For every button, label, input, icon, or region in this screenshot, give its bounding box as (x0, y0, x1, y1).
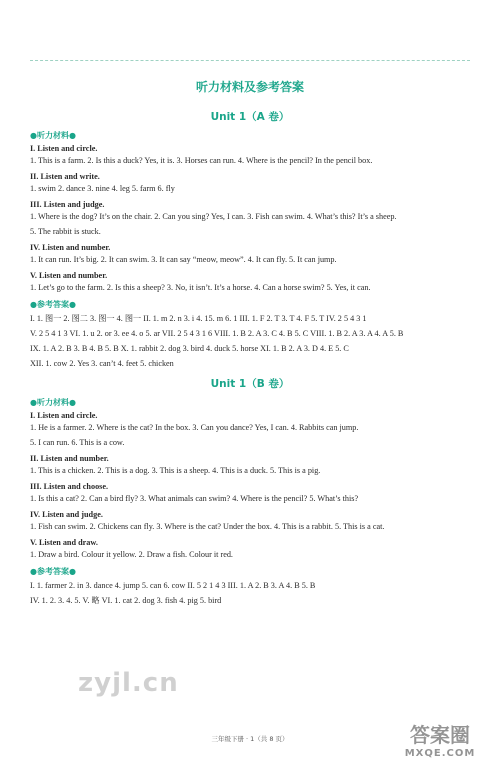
watermark-mxqe: 答案圈 MXQE.COM (404, 723, 476, 759)
page-footer: 三年级下册 · 1（共 8 页） (211, 735, 289, 743)
unit-b-title: Unit 1（B 卷） (210, 378, 290, 390)
unit-b-answers-tag: ●参考答案● (30, 567, 76, 576)
unit-a-section-1-head: I. Listen and circle. (30, 144, 98, 153)
unit-b-section-3-head: III. Listen and choose. (30, 482, 109, 491)
unit-b-listening-tag: ●听力材料● (30, 398, 76, 407)
unit-a-answer-line-4: XII. 1. cow 2. Yes 3. can’t 4. feet 5. chicken (30, 359, 174, 368)
unit-a-section-3-head: III. Listen and judge. (30, 200, 105, 209)
unit-a-title: Unit 1（A 卷） (210, 111, 290, 123)
unit-a-section-4-head: IV. Listen and number. (30, 243, 111, 252)
unit-a-answer-line-2: V. 2 5 4 1 3 VI. 1. u 2. or 3. ee 4. o 5. ar VII. 2 5 4 3 1 6 VIII. 1. B 2. A 3. C 4. B 5. C VIII. 1. B 2. A 3. A 4. A 5. B (30, 329, 404, 338)
unit-a-section-5-line: 1. Let’s go to the farm. 2. Is this a sheep? 3. No, it isn’t. It’s a horse. 4. Can a horse swim? 5. Yes, it can. (30, 283, 371, 292)
unit-a-section-1-line: 1. This is a farm. 2. Is this a duck? Yes, it is. 3. Horses can run. 4. Where is the pencil? In the pencil box. (30, 156, 373, 165)
unit-b-section-2-head: II. Listen and number. (30, 454, 109, 463)
unit-b-answer-line-1: I. 1. farmer 2. in 3. dance 4. jump 5. can 6. cow II. 5 2 1 4 3 III. 1. A 2. B 3. A 4. B 5. B (30, 581, 316, 590)
unit-a-section-3-line-1: 1. Where is the dog? It’s on the chair. 2. Can you sing? Yes, I can. 3. Fish can swim. 4. What’s this? It’s a sheep. (30, 212, 397, 221)
unit-a-section-3-line-2: 5. The rabbit is stuck. (30, 227, 101, 236)
unit-b-section-4-head: IV. Listen and judge. (30, 510, 103, 519)
unit-a-section-4-line: 1. It can run. It’s big. 2. It can swim. 3. It can say “meow, meow”. 4. It can fly. 5. It can jump. (30, 255, 337, 264)
page-title: 听力材料及参考答案 (195, 80, 304, 94)
unit-b-section-4-line: 1. Fish can swim. 2. Chickens can fly. 3. Where is the cat? Under the box. 4. This is a rabbit. 5. This is a cat. (30, 522, 385, 531)
unit-a-listening-tag: ●听力材料● (30, 131, 76, 140)
answer-page (30, 78, 470, 612)
unit-a-answers-tag: ●参考答案● (30, 300, 76, 309)
unit-a-section-2-line: 1. swim 2. dance 3. nine 4. leg 5. farm 6. fly (30, 184, 175, 193)
unit-b-section-5-line: 1. Draw a bird. Colour it yellow. 2. Draw a fish. Colour it red. (30, 550, 233, 559)
unit-b-section-1-line-1: 1. He is a farmer. 2. Where is the cat? In the box. 3. Can you dance? Yes, I can. 4. Rabbits can jump. (30, 423, 359, 432)
unit-b-section-1-line-2: 5. I can run. 6. This is a cow. (30, 438, 125, 447)
unit-a-section-2-head: II. Listen and write. (30, 172, 100, 181)
unit-a-answer-line-3: IX. 1. A 2. B 3. B 4. B 5. B X. 1. rabbit 2. dog 3. bird 4. duck 5. horse XI. 1. B 2. A 3. D 4. E 5. C (30, 344, 349, 353)
top-divider (30, 60, 470, 61)
unit-a-answer-line-1: I. 1. 图一 2. 图二 3. 图一 4. 图一 II. 1. m 2. n 3. i 4. 15. m 6. 1 III. 1. F 2. T 3. T 4. F 5. T IV. 2 5 4 3 1 (30, 314, 367, 323)
unit-b-section-3-line: 1. Is this a cat? 2. Can a bird fly? 3. What animals can swim? 4. Where is the pencil? 5. What’s this? (30, 494, 359, 503)
unit-b-section-1-head: I. Listen and circle. (30, 411, 98, 420)
unit-b-section-5-head: V. Listen and draw. (30, 538, 98, 547)
unit-b-answer-line-2: IV. 1. 2. 3. 4. 5. V. 略 VI. 1. cat 2. dog 3. fish 4. pig 5. bird (30, 596, 222, 605)
unit-a-section-5-head: V. Listen and number. (30, 271, 108, 280)
unit-b-section-2-line: 1. This is a chicken. 2. This is a dog. 3. This is a sheep. 4. This is a duck. 5. This is a pig. (30, 466, 321, 475)
watermark-zyjl: zyjl.cn (78, 668, 179, 698)
